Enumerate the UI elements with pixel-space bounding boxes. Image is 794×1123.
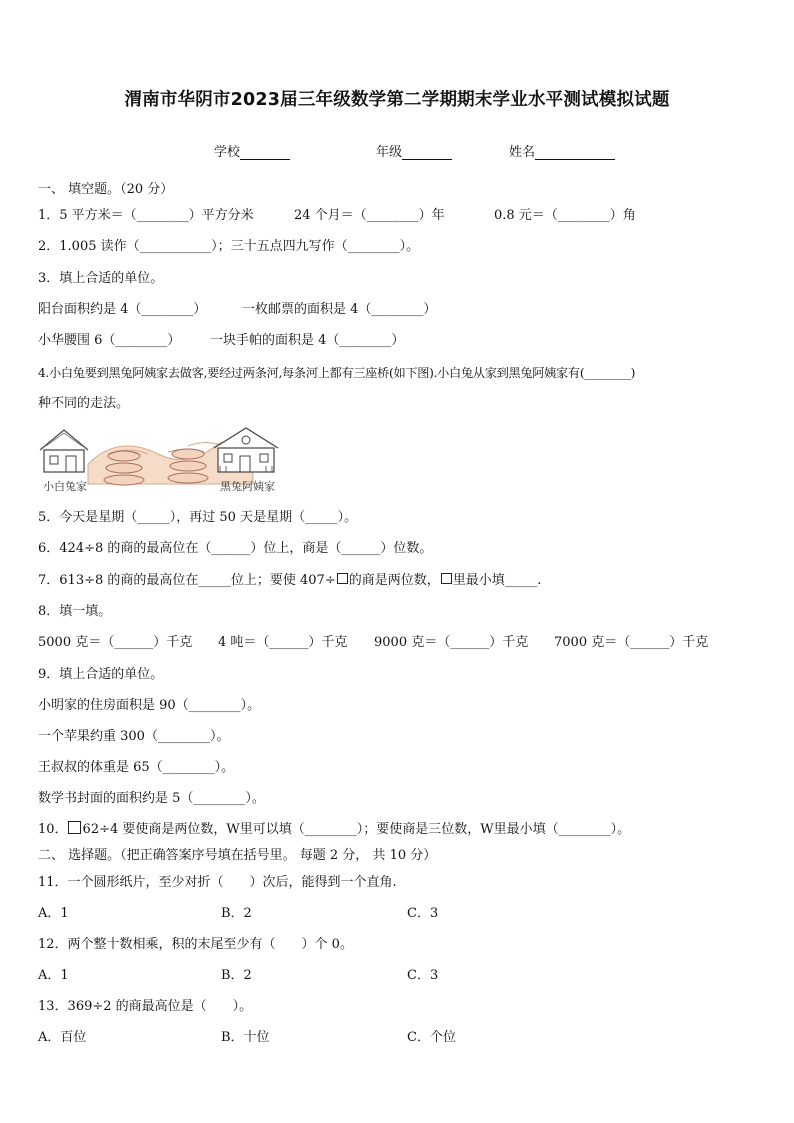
q8-part-b: 4 吨＝（______）千克 [218, 635, 348, 650]
name-blank[interactable] [535, 145, 615, 160]
name-label: 姓名 [509, 145, 536, 160]
q3-part-d: 一块手帕的面积是 4（________） [210, 333, 405, 348]
question-3-row1 [38, 301, 758, 319]
q13-option-b[interactable]: B．十位 [221, 1030, 270, 1045]
question-11-options [38, 905, 758, 923]
right-house-icon [214, 428, 278, 472]
q13-option-a[interactable]: A．百位 [38, 1030, 87, 1045]
q11-option-a[interactable]: A．1 [38, 906, 69, 921]
question-9-b: 一个苹果约重 300（________）。 [38, 729, 230, 744]
question-9-a: 小明家的住房面积是 90（________）。 [38, 698, 261, 713]
question-12-stem: 12．两个整十数相乘，积的末尾至少有（ ）个 0。 [38, 937, 353, 952]
q7-box-icon [337, 573, 348, 584]
question-5: 5．今天是星期（_____），再过 50 天是星期（_____）。 [38, 510, 358, 525]
question-2: 2．1.005 读作（___________）；三十五点四九写作（________）。 [38, 239, 420, 254]
q7-text-middle: 的商是两位数， [348, 573, 440, 588]
q7-box-icon-2 [441, 573, 452, 584]
q3-part-c: 小华腰围 6（________） [38, 333, 181, 348]
left-house-label: 小白兔家 [43, 480, 87, 493]
grade-field[interactable] [376, 141, 452, 160]
question-9-d: 数学书封面的面积约是 5（________）。 [38, 791, 265, 806]
question-13-stem: 13．369÷2 的商最高位是（ ）。 [38, 999, 253, 1014]
name-field[interactable] [509, 141, 615, 160]
school-label: 学校 [214, 145, 241, 160]
q3-part-a: 阳台面积约是 4（________） [38, 302, 207, 317]
question-3-row2 [38, 332, 758, 350]
question-1 [38, 207, 758, 225]
grade-blank[interactable] [402, 145, 452, 160]
question-8-stem: 8．填一填。 [38, 604, 112, 619]
q10-box-icon [68, 821, 81, 834]
page-title: 渭南市华阴市2023届三年级数学第二学期期末学业水平测试模拟试题 [124, 90, 670, 110]
section2-header: 二、 选择题。（把正确答案序号填在括号里。 每题 2 分， 共 10 分） [38, 848, 437, 863]
question-4-line2: 种不同的走法。 [38, 396, 130, 411]
q7-text-end: 里最小填_____. [452, 573, 542, 588]
question-9-stem: 9．填上合适的单位。 [38, 667, 164, 682]
q10-text: 62÷4 要使商是两位数，W里可以填（________）；要使商是三位数，W里最小填（________）。 [82, 822, 631, 837]
question-11-stem: 11．一个圆形纸片，至少对折（ ）次后，能得到一个直角. [38, 875, 397, 890]
student-info-row [0, 141, 794, 161]
q8-part-d: 7000 克＝（______）千克 [554, 635, 709, 650]
q8-part-c: 9000 克＝（______）千克 [374, 635, 529, 650]
question-3-stem: 3．填上合适的单位。 [38, 271, 164, 286]
q1-part-b: 24 个月＝（________）年 [294, 208, 445, 223]
bridge-illustration [38, 424, 282, 496]
q11-option-b[interactable]: B．2 [221, 906, 252, 921]
q11-option-c[interactable]: C．3 [407, 906, 439, 921]
question-9-c: 王叔叔的体重是 65（________）。 [38, 760, 235, 775]
school-field[interactable] [214, 141, 290, 160]
question-10 [38, 821, 630, 839]
grade-label: 年级 [376, 145, 403, 160]
question-4-line1: 4.小白兔要到黑兔阿姨家去做客,要经过两条河,每条河上都有三座桥(如下图).小白兔从家到黑兔阿姨家有(________) [38, 366, 636, 380]
question-12-options [38, 967, 758, 985]
q12-option-a[interactable]: A．1 [38, 968, 69, 983]
right-house-label: 黑兔阿姨家 [220, 480, 275, 493]
q3-part-b: 一枚邮票的面积是 4（________） [242, 302, 437, 317]
question-13-options [38, 1029, 758, 1047]
q1-part-c: 0.8 元＝（________）角 [494, 208, 636, 223]
q12-option-b[interactable]: B．2 [221, 968, 252, 983]
q13-option-c[interactable]: C．个位 [407, 1030, 456, 1045]
section1-header: 一、 填空题。（20 分） [38, 182, 174, 197]
q12-option-c[interactable]: C．3 [407, 968, 439, 983]
question-7 [38, 572, 541, 590]
question-6: 6．424÷8 的商的最高位在（______）位上，商是（______）位数。 [38, 541, 433, 556]
q1-part-a: 1．5 平方米＝（________）平方分米 [38, 208, 254, 223]
q10-number: 10． [38, 822, 68, 837]
left-house-icon [40, 430, 88, 472]
bridge-illustration-drawing [38, 424, 282, 496]
question-8-row [38, 634, 758, 652]
q8-part-a: 5000 克＝（______）千克 [38, 635, 193, 650]
q7-text-start: 7．613÷8 的商的最高位在_____位上；要使 407÷ [38, 573, 336, 588]
school-blank[interactable] [240, 145, 290, 160]
